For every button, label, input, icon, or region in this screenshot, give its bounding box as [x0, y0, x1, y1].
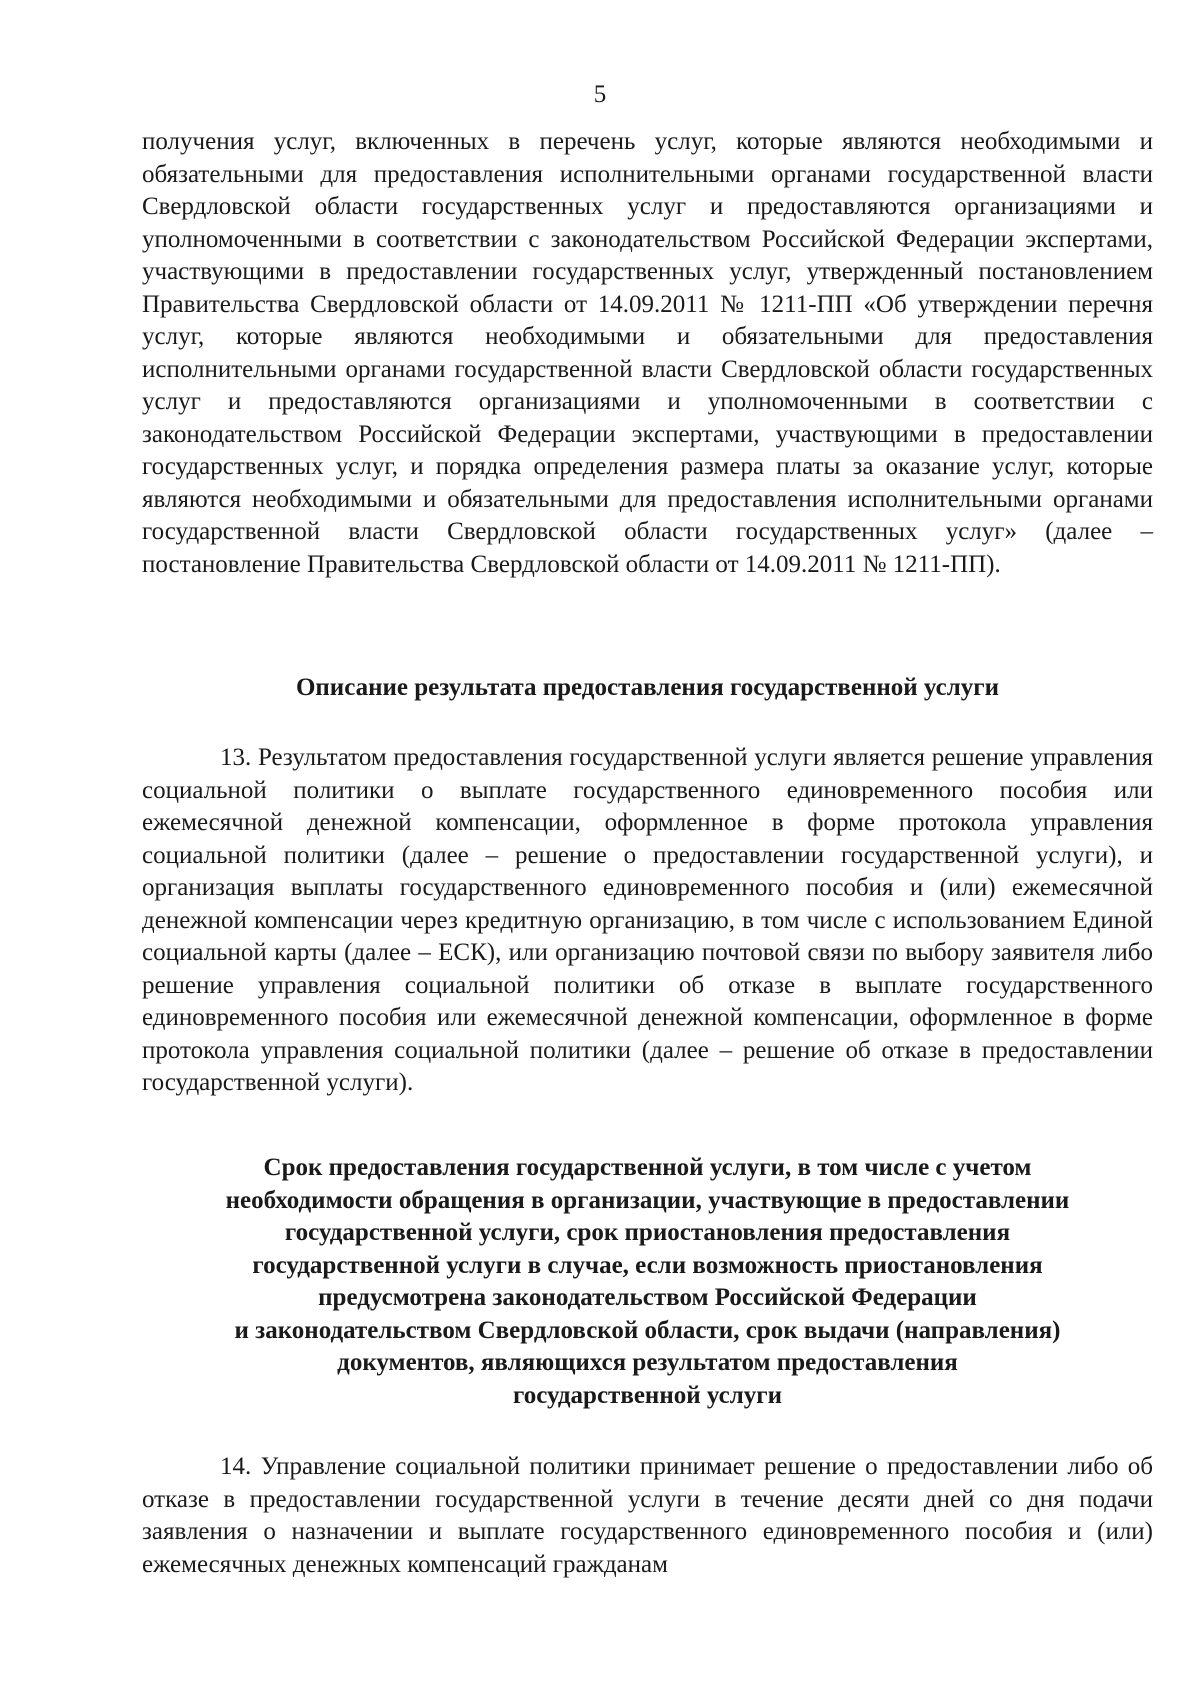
section-heading-term: [142, 1152, 1153, 1412]
section-heading-result: Описание результата предоставления государственной услуги: [295, 674, 1000, 701]
heading-term-line: необходимости обращения в организации, участвующие в предоставлении: [225, 1186, 1070, 1214]
paragraph-13: 13. Результатом предоставления государственной услуги является решение управления социальной политики о выплате государственного единовременного пособия или ежемесячной денежной компенсации, оформленное в форме протокола управления социальной политики (далее – решение о предоставлении государственной услуги), и организация выплаты государственного единовременного пособия и (или) ежемесячной денежной компенсации через кредитную организацию, в том числе с использованием Единой социальной карты (далее – ЕСК), или организацию почтовой связи по выбору заявителя либо решение управления социальной политики об отказе в выплате государственного единовременного пособия или ежемесячной денежной компенсации, оформленное в форме протокола управления социальной политики (далее – решение об отказе в предоставлении государственной услуги).: [142, 744, 1153, 1096]
heading-term-line: государственной услуги: [512, 1381, 783, 1409]
heading-term-line: и законодательством Свердловской области, срок выдачи (направления): [234, 1316, 1061, 1344]
heading-term-line: документов, являющихся результатом предоставления: [337, 1349, 958, 1376]
heading-term-line: государственной услуги в случае, если возможность приостановления: [252, 1251, 1043, 1279]
paragraph-14: 14. Управление социальной политики принимает решение о предоставлении либо об отказе в предоставлении государственной услуги в течение десяти дней со дня подачи заявления о назначении и выплате государственного единовременного пособия и (или) ежемесячных денежных компенсаций гражданам: [142, 1453, 1153, 1578]
heading-term-line: предусмотрена законодательством Российской Федерации: [318, 1284, 977, 1311]
heading-term-line: Срок предоставления государственной услуги, в том числе с учетом: [263, 1154, 1032, 1181]
intro-paragraph: получения услуг, включенных в перечень услуг, которые являются необходимыми и обязательными для предоставления исполнительными органами государственной власти Свердловской области государственных услуг и предоставляются организациями и уполномоченными в соответствии с законодательством Российской Федерации экспертами, участвующими в предоставлении государственных услуг, утвержденный постановлением Правительства Свердловской области от 14.09.2011 № 1211-ПП «Об утверждении перечня услуг, которые являются необходимыми и обязательными для предоставления исполнительными органами государственной власти Свердловской области государственных услуг и предоставляются организациями и уполномоченными в соответствии с законодательством Российской Федерации экспертами, участвующими в предоставлении государственных услуг, и порядка определения размера платы за оказание услуг, которые являются необходимыми и обязательными для предоставления исполнительными органами государственной власти Свердловской области государственных услуг» (далее – постановление Правительства Свердловской области от 14.09.2011 № 1211-ПП).: [142, 128, 1153, 578]
heading-term-line: государственной услуги, срок приостановления предоставления: [284, 1219, 1011, 1246]
page-number: 5: [593, 81, 607, 108]
